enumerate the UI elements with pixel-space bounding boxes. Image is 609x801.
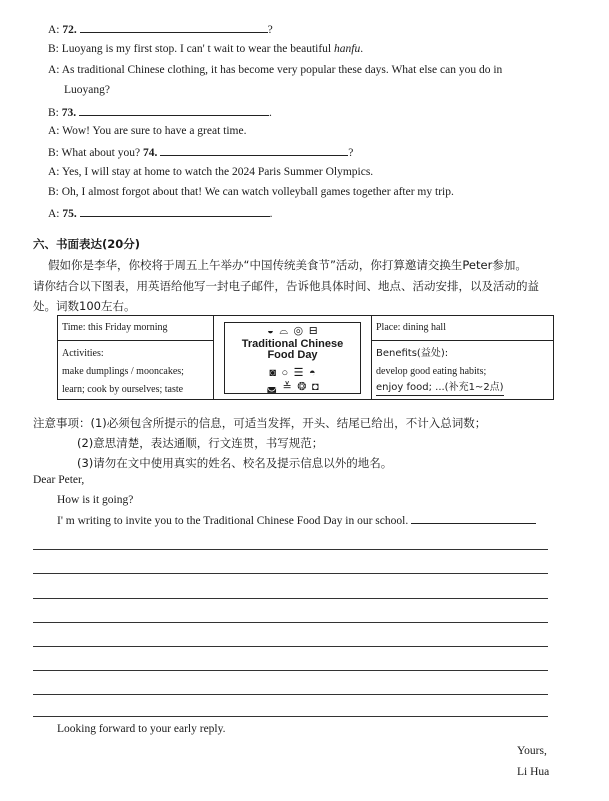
table-divider bbox=[371, 340, 553, 341]
pot-icon: ◘ bbox=[311, 381, 319, 393]
prompt-line-2: 请你结合以下图表，用英语给他写一封电子邮件，告诉他具体时间、地点、活动安排，以及活动的益 bbox=[33, 279, 539, 293]
prompt-line-1: 假如你是李华，你校将于周五上午举办“中国传统美食节”活动，你打算邀请交换生Peter参加。 bbox=[48, 258, 527, 272]
answer-blank-73[interactable] bbox=[79, 105, 269, 116]
dialogue-text: Wow! You are sure to have a great time. bbox=[62, 125, 247, 137]
jar-icon: ◙ bbox=[269, 367, 276, 379]
dialogue-text: Luoyang is my first stop. I can' t wait to wear the beautiful bbox=[61, 43, 335, 55]
mooncake-icon: ❂ bbox=[297, 381, 307, 393]
poster-title-line-1: Traditional Chinese bbox=[241, 338, 344, 350]
speaker: B: bbox=[48, 107, 59, 119]
note-2: (2)意思清楚，表达通顺，行文连贯，书写规范； bbox=[77, 436, 324, 450]
activities-1: make dumplings / mooncakes; bbox=[62, 366, 184, 377]
note-3: (3)请勿在文中使用真实的姓名、校名及提示信息以外的地名。 bbox=[77, 456, 393, 470]
writing-line[interactable] bbox=[33, 670, 548, 671]
question-number: 72. bbox=[62, 24, 77, 36]
bowl-icon: ⌓ bbox=[279, 325, 289, 337]
letter-line-2 bbox=[57, 513, 536, 527]
question-number: 75. bbox=[62, 208, 77, 220]
poster-title bbox=[225, 339, 360, 361]
writing-blank-first[interactable] bbox=[411, 513, 536, 524]
letter-signature: Li Hua bbox=[517, 766, 550, 778]
table-divider bbox=[58, 340, 213, 341]
traditional-line-1 bbox=[48, 64, 502, 76]
forgot-line bbox=[48, 186, 454, 198]
prompt-line-3: 处。词数100左右。 bbox=[33, 299, 136, 313]
writing-line[interactable] bbox=[33, 716, 548, 717]
question-number: 73. bbox=[61, 107, 77, 119]
letter-line-1: How is it going? bbox=[57, 494, 134, 506]
writing-line[interactable] bbox=[33, 622, 548, 623]
speaker: B: bbox=[48, 186, 59, 198]
food-day-poster bbox=[224, 322, 361, 394]
answer-blank-75[interactable] bbox=[80, 206, 270, 217]
rice-icon: ◛ bbox=[266, 381, 278, 393]
activities-label: Activities: bbox=[62, 348, 104, 359]
q75-line bbox=[48, 206, 273, 220]
punct: ? bbox=[267, 24, 273, 36]
table-divider bbox=[371, 316, 372, 399]
writing-line[interactable] bbox=[33, 646, 548, 647]
section-title: 六、书面表达(20分) bbox=[33, 237, 141, 251]
noodle-icon: ☰ bbox=[293, 367, 304, 379]
q73-line bbox=[48, 105, 272, 119]
italic-word: hanfu bbox=[334, 43, 361, 55]
dialogue-text: Yes, I will stay at home to watch the 2024 Paris Summer Olympics. bbox=[61, 166, 374, 178]
writing-line[interactable] bbox=[33, 598, 548, 599]
dumpling-icon: ○ bbox=[281, 367, 289, 379]
answer-blank-74[interactable] bbox=[160, 145, 348, 156]
poster-title-line-2: Food Day bbox=[267, 349, 318, 361]
bun-icon: ◓ bbox=[309, 367, 316, 379]
food-icons-bottom bbox=[225, 380, 360, 393]
answer-blank-72[interactable] bbox=[80, 22, 268, 33]
place-cell: Place: dining hall bbox=[376, 322, 446, 333]
food-icons-top bbox=[225, 324, 360, 338]
activities-2: learn; cook by ourselves; taste bbox=[62, 384, 184, 395]
letter-line-2-text: I' m writing to invite you to the Traditional Chinese Food Day in our school. bbox=[57, 515, 409, 527]
punct: . bbox=[269, 107, 272, 119]
q72-line bbox=[48, 22, 273, 36]
food-icons-middle bbox=[225, 366, 360, 379]
dialogue-text: What about you? bbox=[61, 147, 141, 159]
writing-line[interactable] bbox=[33, 694, 548, 695]
benefits-label: Benefits(益处): bbox=[376, 348, 449, 359]
writing-line[interactable] bbox=[33, 573, 548, 574]
punct: ? bbox=[348, 147, 354, 159]
speaker: B: bbox=[48, 147, 59, 159]
traditional-line-2: Luoyang? bbox=[64, 84, 110, 96]
time-cell: Time: this Friday morning bbox=[62, 322, 168, 333]
speaker: A: bbox=[48, 64, 60, 76]
chopsticks-icon: ≚ bbox=[282, 381, 292, 393]
cake-icon: ⊟ bbox=[308, 325, 318, 337]
dialogue-text: Oh, I almost forgot about that! We can watch volleyball games together after my trip. bbox=[61, 186, 454, 198]
dish-icon: ◒ bbox=[267, 325, 274, 337]
punct: . bbox=[360, 43, 364, 55]
speaker: A: bbox=[48, 166, 60, 178]
question-number: 74. bbox=[142, 147, 158, 159]
speaker: B: bbox=[48, 43, 59, 55]
dialogue-text: As traditional Chinese clothing, it has become very popular these days. What else can you do in bbox=[61, 64, 503, 76]
stay-line bbox=[48, 166, 373, 178]
wow-line bbox=[48, 125, 246, 137]
note-1: 注意事项：(1)必须包含所提示的信息，可适当发挥，开头、结尾已给出，不计入总词数； bbox=[33, 416, 487, 430]
letter-yours: Yours, bbox=[517, 745, 547, 757]
letter-closing: Looking forward to your early reply. bbox=[57, 723, 226, 735]
benefits-2: enjoy food; ...(补充1~2点) bbox=[376, 380, 504, 396]
speaker: A: bbox=[48, 125, 60, 137]
luoyang-line bbox=[48, 43, 363, 55]
letter-greeting: Dear Peter, bbox=[33, 474, 85, 486]
plate-icon: ◎ bbox=[293, 325, 304, 337]
speaker: A: bbox=[48, 208, 60, 220]
q74-line bbox=[48, 145, 353, 159]
punct: . bbox=[269, 208, 273, 220]
speaker: A: bbox=[48, 24, 60, 36]
table-divider bbox=[213, 316, 214, 399]
benefits-1: develop good eating habits; bbox=[376, 366, 487, 377]
writing-line[interactable] bbox=[33, 549, 548, 550]
info-table bbox=[57, 315, 554, 400]
